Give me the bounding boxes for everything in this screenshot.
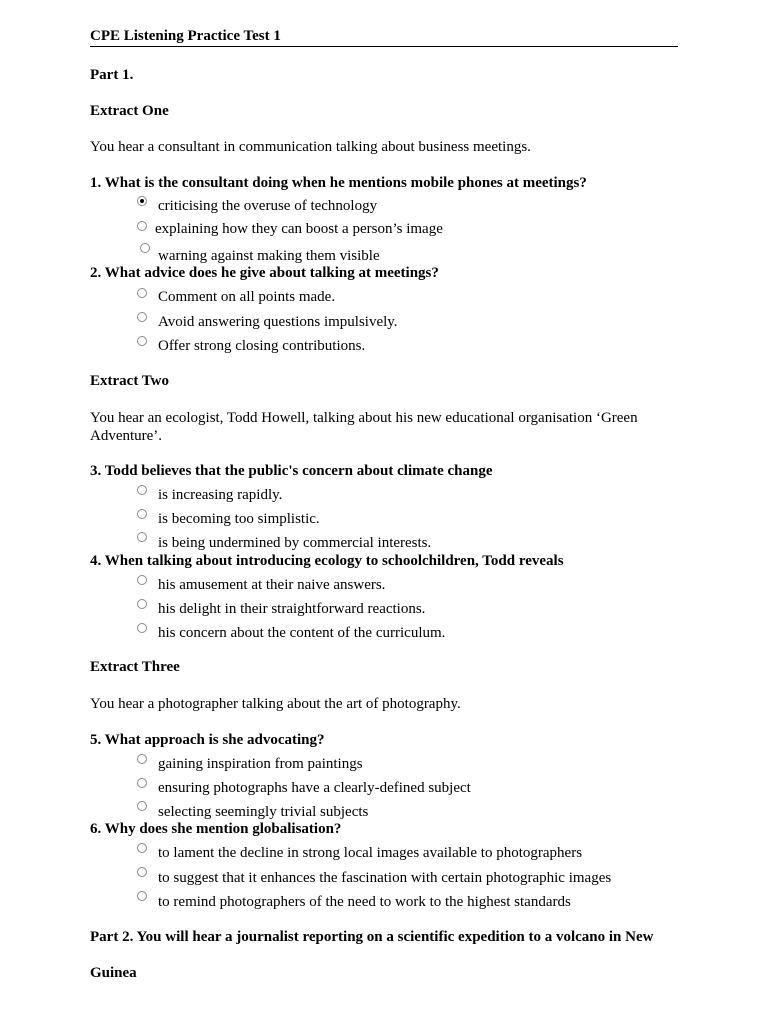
- q5-option-1-radio[interactable]: [137, 754, 147, 764]
- q5-option-3-radio[interactable]: [137, 801, 147, 811]
- question-3: 3. Todd believes that the public's concern about climate change: [90, 463, 493, 479]
- q3-option-3-label: is being undermined by commercial interests.: [158, 535, 432, 551]
- question-6: 6. Why does she mention globalisation?: [90, 821, 342, 837]
- q1-option-2-label: explaining how they can boost a person’s image: [155, 221, 443, 237]
- question-5: 5. What approach is she advocating?: [90, 732, 325, 748]
- q6-option-2-label: to suggest that it enhances the fascination with certain photographic images: [158, 870, 612, 886]
- extract2-intro: You hear an ecologist, Todd Howell, talking about his new educational organisation ‘Green Adventure’.: [90, 410, 638, 444]
- q4-option-2-radio[interactable]: [137, 599, 147, 609]
- part1-heading: Part 1.: [90, 67, 134, 83]
- extract1-intro: You hear a consultant in communication talking about business meetings.: [90, 139, 531, 155]
- q6-option-3-radio[interactable]: [137, 891, 147, 901]
- q2-option-3-radio[interactable]: [137, 336, 147, 346]
- q2-option-1-radio[interactable]: [137, 288, 147, 298]
- q4-option-2-label: his delight in their straightforward reactions.: [158, 601, 426, 617]
- q1-option-1-label: criticising the overuse of technology: [158, 198, 378, 214]
- extract1-heading: Extract One: [90, 103, 169, 119]
- extract3-heading: Extract Three: [90, 659, 180, 675]
- q6-option-2-radio[interactable]: [137, 867, 147, 877]
- q2-option-1-label: Comment on all points made.: [158, 289, 336, 305]
- q1-option-3-label: warning against making them visible: [158, 248, 380, 264]
- question-1: 1. What is the consultant doing when he mentions mobile phones at meetings?: [90, 175, 587, 191]
- q4-option-1-radio[interactable]: [137, 575, 147, 585]
- q5-option-1-label: gaining inspiration from paintings: [158, 756, 363, 772]
- q3-option-2-radio[interactable]: [137, 509, 147, 519]
- q5-option-2-label: ensuring photographs have a clearly-defined subject: [158, 780, 471, 796]
- q4-option-3-label: his concern about the content of the curriculum.: [158, 625, 446, 641]
- part2-heading-line-1: Part 2. You will hear a journalist reporting on a scientific expedition to a volcano in New: [90, 929, 654, 945]
- q1-option-2-radio[interactable]: [137, 221, 147, 231]
- q6-option-1-label: to lament the decline in strong local images available to photographers: [158, 845, 583, 861]
- header-divider: [90, 46, 678, 47]
- q1-option-3-radio[interactable]: [140, 243, 150, 253]
- q6-option-1-radio[interactable]: [137, 843, 147, 853]
- q2-option-3-label: Offer strong closing contributions.: [158, 338, 366, 354]
- q1-option-1-radio[interactable]: [137, 196, 147, 206]
- q2-option-2-radio[interactable]: [137, 312, 147, 322]
- question-4: 4. When talking about introducing ecology to schoolchildren, Todd reveals: [90, 553, 564, 569]
- q4-option-1-label: his amusement at their naive answers.: [158, 577, 386, 593]
- page-title: CPE Listening Practice Test 1: [90, 28, 281, 44]
- q4-option-3-radio[interactable]: [137, 623, 147, 633]
- part2-heading-line-2: Guinea: [90, 965, 137, 981]
- q5-option-2-radio[interactable]: [137, 778, 147, 788]
- q2-option-2-label: Avoid answering questions impulsively.: [158, 314, 398, 330]
- q6-option-3-label: to remind photographers of the need to work to the highest standards: [158, 894, 571, 910]
- q3-option-1-label: is increasing rapidly.: [158, 487, 283, 503]
- q5-option-3-label: selecting seemingly trivial subjects: [158, 804, 369, 820]
- extract3-intro: You hear a photographer talking about the art of photography.: [90, 696, 461, 712]
- question-2: 2. What advice does he give about talking at meetings?: [90, 265, 439, 281]
- extract2-heading: Extract Two: [90, 373, 170, 389]
- q3-option-3-radio[interactable]: [137, 532, 147, 542]
- q3-option-1-radio[interactable]: [137, 485, 147, 495]
- q3-option-2-label: is becoming too simplistic.: [158, 511, 320, 527]
